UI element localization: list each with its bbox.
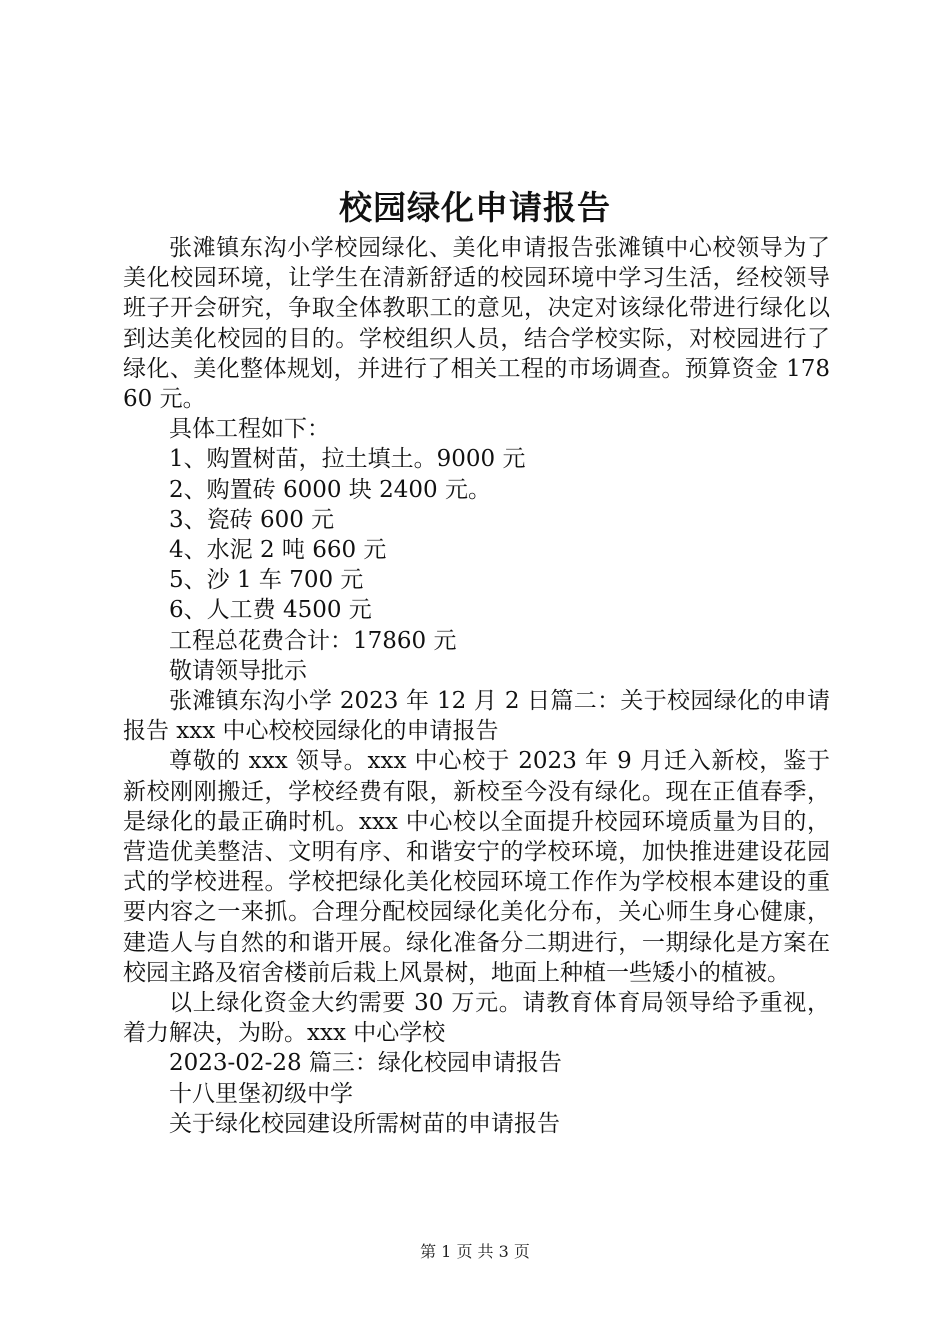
list-item-2: 2、购置砖 6000 块 2400 元。 [169,476,491,503]
list-item-6: 6、人工费 4500 元 [169,597,372,624]
list-item-1: 1、购置树苗，拉土填土。9000 元 [169,446,526,473]
paragraph-intro: 张滩镇东沟小学校园绿化、美化申请报告张滩镇中心校领导为了美化校园环境，让学生在清新舒适的校园环境中学习生活，经校领导班子开会研究，争取全体教职工的意见，决定对该绿化带进行绿化以到达美化校园的目的。学校组织人员，结合学校实际，对校园进行了绿化、美化整体规划，并进行了相关工程的市场调查。预算资金 17860 元。 [123,235,830,413]
paragraph-signature-part2: 张滩镇东沟小学 2023 年 12 月 2 日篇二：关于校园绿化的申请报告 xxx 中心校校园绿化的申请报告 [123,688,830,745]
paragraph-request: 敬请领导批示 [169,657,307,684]
paragraph-part2-body: 尊敬的 xxx 领导。xxx 中心校于 2023 年 9 月迁入新校，鉴于新校刚刚搬迁，学校经费有限，新校至今没有绿化。现在正值春季，是绿化的最正确时机。xxx 中心校以全面提升校园环境质量为目的，营造优美整洁、文明有序、和谐安宁的学校环境，加快推进建设花园式的学校进程。学校把绿化美化校园环境工作作为学校根本建设的重要内容之一来抓。合理分配校园绿化美化分布，关心师生身心健康，建造人与自然的和谐开展。绿化准备分二期进行，一期绿化是方案在校园主路及宿舍楼前后栽上风景树，地面上种植一些矮小的植被。 [123,748,830,986]
paragraph-school-name: 十八里堡初级中学 [169,1080,353,1107]
page-footer: 第 1 页 共 3 页 [420,1242,530,1261]
paragraph-part2-funding: 以上绿化资金大约需要 30 万元。请教育体育局领导给予重视，着力解决，为盼。xxx 中心学校 [123,990,830,1047]
paragraph-part3-heading: 2023-02-28 篇三：绿化校园申请报告 [169,1050,562,1077]
paragraph-report-title: 关于绿化校园建设所需树苗的申请报告 [169,1110,560,1137]
paragraph-total: 工程总花费合计：17860 元 [169,627,457,654]
document-body [123,233,830,1139]
document-title: 校园绿化申请报告 [339,188,611,227]
list-item-4: 4、水泥 2 吨 660 元 [169,537,387,564]
paragraph-project-heading: 具体工程如下： [169,416,330,443]
list-item-5: 5、沙 1 车 700 元 [169,567,364,594]
list-item-3: 3、瓷砖 600 元 [169,506,335,533]
